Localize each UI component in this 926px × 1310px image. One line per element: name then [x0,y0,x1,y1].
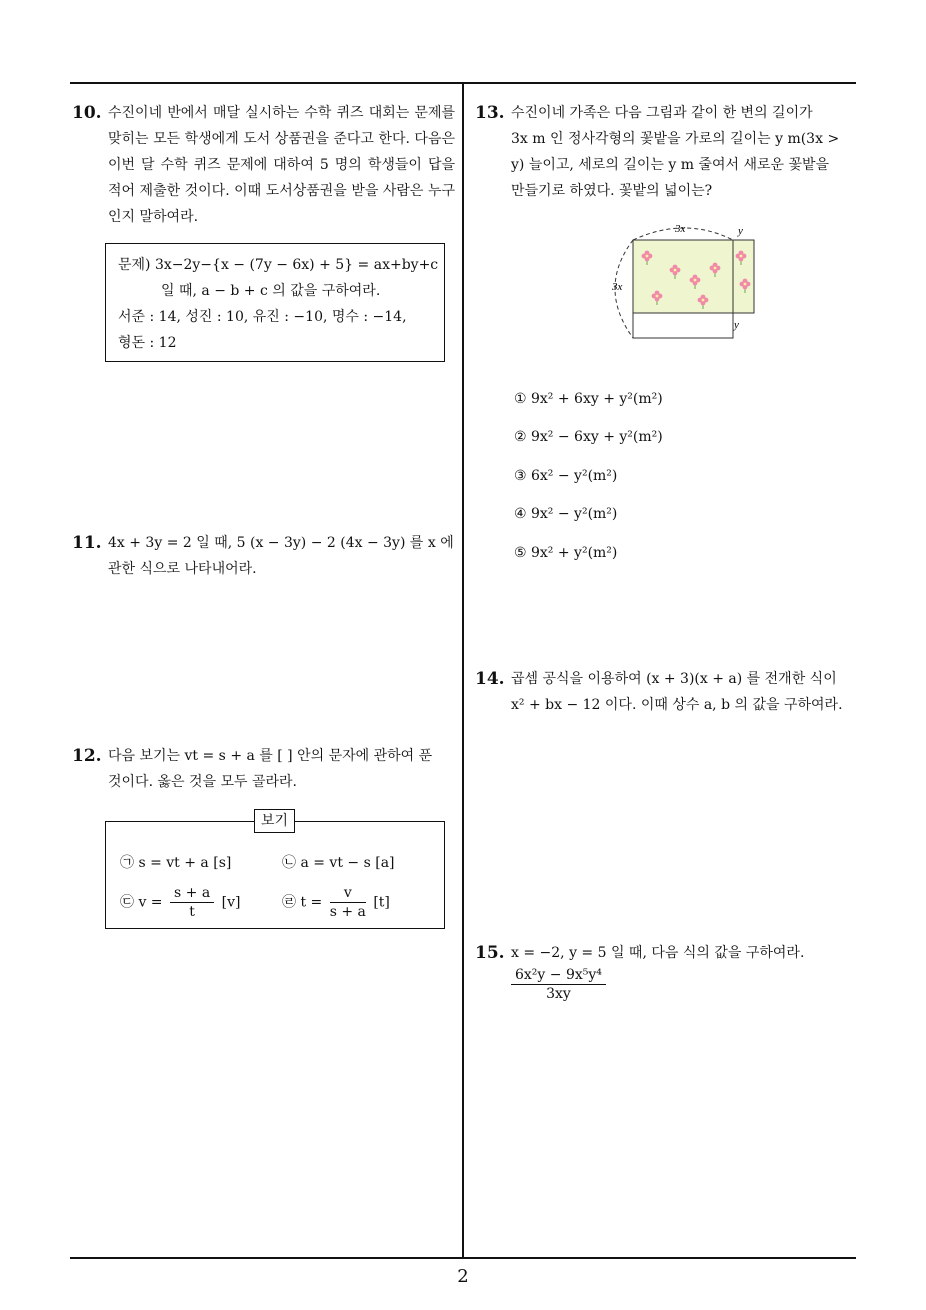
flower-field-figure [605,218,765,348]
expression-fraction [511,966,606,1003]
box-line-1: 문제) 3x−2y−{x − (7y − 6x) + 5} = ax+by+c [118,257,439,273]
fraction-numerator: 6x²y − 9x⁵y⁴ [511,966,606,985]
question-line: x² + bx − 12 이다. 이때 상수 a, b 의 값을 구하여라. [511,697,843,713]
question-number: 14. [475,669,505,689]
question-11 [72,530,455,582]
choice-2[interactable]: ② 9x² − 6xy + y²(m²) [514,429,663,445]
question-10 [72,100,455,230]
question-line: 만들기로 하였다. 꽃밭의 넓이는? [511,183,713,199]
bogi-box [105,821,445,929]
label-top-y: y [738,225,743,237]
bottom-rule [70,1257,856,1259]
label-bottom-y: y [734,319,739,331]
question-line: x = −2, y = 5 일 때, 다음 식의 값을 구하여라. [511,945,805,961]
question-14 [475,666,860,718]
question-12 [72,743,455,795]
question-line: y) 늘이고, 세로의 길이는 y m 줄여서 새로운 꽃밭을 [511,157,830,173]
question-number: 10. [72,103,102,123]
box-line-3: 서준 : 14, 성진 : 10, 유진 : −10, 명수 : −14, [118,309,407,325]
column-divider [462,82,464,1258]
label-top-3x: 3x [675,223,686,235]
problem-box [105,243,445,362]
question-line: 수진이네 가족은 다음 그림과 같이 한 변의 길이가 [511,105,813,121]
page-number: 2 [457,1266,469,1287]
choice-5[interactable]: ⑤ 9x² + y²(m²) [514,545,618,561]
choice-3[interactable]: ③ 6x² − y²(m²) [514,468,618,484]
question-line: 다음 보기는 vt = s + a 를 [ ] 안의 문자에 관하여 푼 [108,748,433,764]
question-line: 관한 식으로 나타내어라. [108,561,257,577]
bogi-item-3: ㉢ v = $\frac{s + a}{t}$ [v] [120,885,241,920]
question-line: 곱셈 공식을 이용하여 (x + 3)(x + a) 를 전개한 식이 [511,671,837,687]
question-text: 수진이네 반에서 매달 실시하는 수학 퀴즈 대회는 문제를 맞히는 모든 학생에게 도서 상품권을 준다고 한다. 다음은 이번 달 수학 퀴즈 문제에 대하여 5 명의 학생들이 답을 적어 제출한 것이다. 이때 도서상품권을 받을 사람은 누구인지 말하여라. [108,105,455,225]
label-left-3x: 3x [612,281,623,293]
fraction-denominator: 3xy [546,986,571,1002]
question-number: 13. [475,103,505,123]
bogi-item-4: ㉣ t = $\frac{v}{s + a}$ [t] [282,885,390,920]
question-line: 3x m 인 정사각형의 꽃밭을 가로의 길이는 y m(3x > [511,131,840,147]
box-line-2: 일 때, a − b + c 의 값을 구하여라. [161,283,381,299]
choice-4[interactable]: ④ 9x² − y²(m²) [514,506,618,522]
question-number: 15. [475,943,505,963]
question-line: 4x + 3y = 2 일 때, 5 (x − 3y) − 2 (4x − 3y) 를 x 에 [108,535,454,551]
bogi-item-1: ㉠ s = vt + a [s] [120,855,232,871]
question-line: 것이다. 옳은 것을 모두 골라라. [108,774,297,790]
question-13 [475,100,860,204]
question-number: 11. [72,533,102,553]
bogi-item-2: ㉡ a = vt − s [a] [282,855,395,871]
question-15 [475,940,860,1003]
box-line-4: 형돈 : 12 [118,335,177,351]
choice-1[interactable]: ① 9x² + 6xy + y²(m²) [514,391,663,407]
bogi-label: 보기 [254,809,295,833]
question-number: 12. [72,746,102,766]
